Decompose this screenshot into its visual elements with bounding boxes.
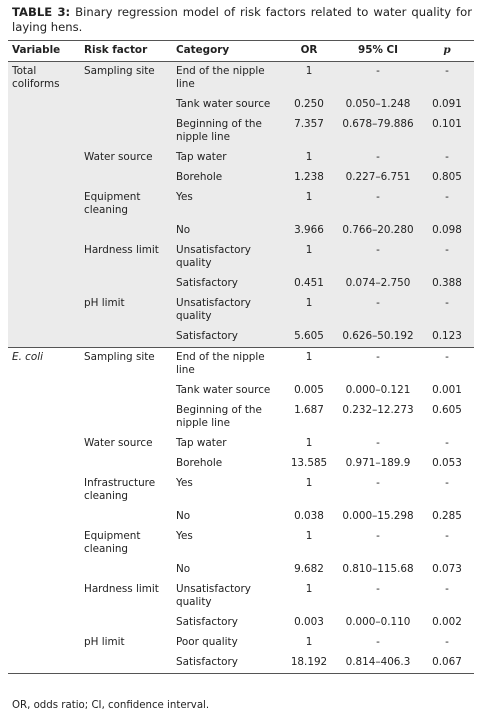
cell-ci: - (376, 530, 380, 542)
cell-ci: - (376, 636, 380, 648)
cell-p: 0.123 (420, 327, 474, 348)
cell-or: 1 (305, 636, 313, 648)
cell-variable (8, 274, 80, 294)
cell-risk-factor: Water source (84, 437, 153, 449)
cell-p: 0.053 (432, 457, 462, 469)
table-row (8, 241, 474, 274)
cell-category: Yes (176, 477, 193, 489)
cell-category: No (172, 221, 282, 241)
cell-p: - (445, 437, 449, 449)
cell-variable (8, 633, 80, 653)
cell-p: 0.073 (432, 563, 462, 575)
cell-variable (8, 527, 80, 560)
cell-category: Borehole (172, 168, 282, 188)
cell-variable (8, 381, 80, 401)
cell-or: 1 (282, 62, 336, 96)
cell-p: - (445, 530, 449, 542)
cell-variable (8, 401, 80, 434)
cell-or: 1 (305, 583, 313, 595)
table-body (8, 62, 474, 674)
caption-text: Binary regression model of risk factors related to water quality for laying hens. (12, 5, 472, 34)
cell-p: 0.805 (420, 168, 474, 188)
cell-risk-factor: Equipment cleaning (84, 530, 141, 555)
header-row (8, 41, 474, 62)
cell-risk-factor: Hardness limit (80, 241, 172, 274)
cell-category: Unsatisfactory quality (172, 294, 282, 327)
cell-or: 5.605 (282, 327, 336, 348)
cell-variable (8, 507, 80, 527)
table-row (8, 434, 474, 454)
cell-p: 0.605 (432, 404, 462, 416)
cell-p: 0.388 (420, 274, 474, 294)
cell-ci: 0.074–2.750 (336, 274, 420, 294)
cell-or: 0.250 (282, 95, 336, 115)
cell-risk-factor (80, 274, 172, 294)
cell-risk-factor: pH limit (84, 636, 125, 648)
cell-risk-factor (80, 115, 172, 148)
cell-risk-factor (80, 95, 172, 115)
table-row (8, 633, 474, 653)
cell-risk-factor (80, 454, 172, 474)
cell-category: Tank water source (176, 384, 271, 396)
cell-ci: 0.000–15.298 (342, 510, 414, 522)
cell-risk-factor (80, 613, 172, 633)
cell-category: Satisfactory (172, 653, 282, 674)
cell-category: End of the nipple line (172, 62, 282, 96)
cell-variable (8, 560, 80, 580)
cell-ci: 0.050–1.248 (336, 95, 420, 115)
cell-or: 1 (282, 348, 336, 382)
cell-or: 13.585 (290, 457, 328, 469)
table-row (8, 613, 474, 633)
cell-variable (8, 454, 80, 474)
cell-or: 18.192 (282, 653, 336, 674)
cell-category: No (176, 563, 191, 575)
header-p: p (420, 41, 474, 62)
cell-p: 0.098 (420, 221, 474, 241)
table-row (8, 95, 474, 115)
cell-category: End of the nipple line (172, 348, 282, 382)
cell-risk-factor: Sampling site (80, 62, 172, 96)
cell-variable (8, 474, 80, 507)
cell-ci: 0.814–406.3 (336, 653, 420, 674)
cell-or: 1 (282, 241, 336, 274)
caption-label: TABLE 3: (12, 5, 71, 19)
table-row (8, 580, 474, 613)
table-row (8, 474, 474, 507)
cell-risk-factor (80, 221, 172, 241)
cell-category: Poor quality (176, 636, 238, 648)
cell-or: 0.038 (294, 510, 324, 522)
table-row (8, 653, 474, 674)
cell-variable (8, 580, 80, 613)
cell-variable (8, 653, 80, 674)
table-footnote: OR, odds ratio; CI, confidence interval. (12, 700, 210, 711)
table-row (8, 348, 474, 382)
table-row (8, 188, 474, 221)
cell-p: 0.002 (432, 616, 462, 628)
cell-risk-factor: Equipment cleaning (80, 188, 172, 221)
cell-or: 1 (282, 294, 336, 327)
cell-ci: 0.000–0.110 (345, 616, 411, 628)
cell-risk-factor (80, 327, 172, 348)
table-row (8, 560, 474, 580)
cell-ci: 0.810–115.68 (342, 563, 414, 575)
cell-category: Tap water (172, 148, 282, 168)
cell-category: Beginning of the nipple line (176, 404, 262, 429)
cell-ci: - (336, 62, 420, 96)
cell-category: Satisfactory (176, 616, 238, 628)
cell-or: 1 (305, 530, 313, 542)
cell-p: 0.001 (432, 384, 462, 396)
cell-risk-factor (80, 168, 172, 188)
table-row (8, 381, 474, 401)
cell-risk-factor: Hardness limit (84, 583, 159, 595)
cell-or: 1 (305, 477, 313, 489)
table-row (8, 401, 474, 434)
cell-p: - (420, 348, 474, 382)
cell-category: Tank water source (172, 95, 282, 115)
cell-ci: 0.227–6.751 (336, 168, 420, 188)
header-risk-factor: Risk factor (80, 41, 172, 62)
cell-ci: - (336, 241, 420, 274)
cell-variable (8, 221, 80, 241)
table-row (8, 274, 474, 294)
cell-p: 0.067 (420, 653, 474, 674)
cell-ci: 0.766–20.280 (336, 221, 420, 241)
table-caption (12, 5, 472, 35)
table-row (8, 62, 474, 96)
cell-ci: 0.232–12.273 (342, 404, 414, 416)
cell-risk-factor (80, 401, 172, 434)
cell-p: - (420, 62, 474, 96)
cell-p: 0.101 (420, 115, 474, 148)
cell-category: Satisfactory (172, 327, 282, 348)
cell-variable (8, 115, 80, 148)
cell-risk-factor (80, 560, 172, 580)
cell-or: 9.682 (294, 563, 324, 575)
cell-variable (8, 168, 80, 188)
cell-ci: 0.626–50.192 (336, 327, 420, 348)
cell-category: Yes (176, 530, 193, 542)
cell-ci: - (336, 148, 420, 168)
header-category: Category (172, 41, 282, 62)
cell-p: 0.285 (432, 510, 462, 522)
table-row (8, 221, 474, 241)
cell-risk-factor: Sampling site (80, 348, 172, 382)
cell-variable (8, 434, 80, 454)
cell-ci: 0.678–79.886 (336, 115, 420, 148)
cell-variable (8, 613, 80, 633)
table-row (8, 168, 474, 188)
cell-risk-factor: Infrastructure cleaning (84, 477, 156, 502)
cell-variable (8, 294, 80, 327)
cell-risk-factor (80, 507, 172, 527)
cell-risk-factor (80, 381, 172, 401)
cell-category: Satisfactory (172, 274, 282, 294)
cell-category: Borehole (176, 457, 223, 469)
cell-or: 1.238 (282, 168, 336, 188)
cell-variable (8, 95, 80, 115)
cell-ci: - (376, 477, 380, 489)
table-row (8, 454, 474, 474)
cell-category: No (176, 510, 191, 522)
cell-variable (8, 241, 80, 274)
cell-ci: - (336, 348, 420, 382)
cell-variable: E. coli (8, 348, 80, 382)
cell-category: Yes (172, 188, 282, 221)
cell-p: - (420, 241, 474, 274)
cell-or: 1.687 (294, 404, 324, 416)
cell-ci: - (376, 437, 380, 449)
cell-ci: - (336, 188, 420, 221)
table-row (8, 327, 474, 348)
cell-p: - (445, 583, 449, 595)
header-variable: Variable (8, 41, 80, 62)
cell-ci: - (376, 583, 380, 595)
cell-or: 1 (305, 437, 313, 449)
header-or: OR (282, 41, 336, 62)
cell-p: - (445, 636, 449, 648)
cell-category: Beginning of the nipple line (172, 115, 282, 148)
cell-variable (8, 188, 80, 221)
cell-variable: Total coliforms (8, 62, 80, 96)
cell-or: 1 (282, 148, 336, 168)
cell-ci: 0.000–0.121 (345, 384, 411, 396)
cell-or: 0.451 (282, 274, 336, 294)
cell-ci: - (336, 294, 420, 327)
table-row (8, 294, 474, 327)
regression-table (8, 40, 474, 674)
cell-p: - (445, 477, 449, 489)
cell-ci: 0.971–189.9 (345, 457, 411, 469)
table-row (8, 115, 474, 148)
cell-risk-factor (80, 653, 172, 674)
cell-variable (8, 148, 80, 168)
cell-risk-factor: Water source (80, 148, 172, 168)
cell-or: 7.357 (282, 115, 336, 148)
cell-or: 0.005 (294, 384, 324, 396)
cell-or: 3.966 (282, 221, 336, 241)
table-row (8, 148, 474, 168)
cell-risk-factor: pH limit (80, 294, 172, 327)
cell-category: Unsatisfactory quality (176, 583, 251, 608)
cell-or: 0.003 (294, 616, 324, 628)
cell-category: Tap water (176, 437, 227, 449)
cell-p: - (420, 188, 474, 221)
cell-p: - (420, 294, 474, 327)
cell-p: - (420, 148, 474, 168)
cell-variable (8, 327, 80, 348)
cell-p: 0.091 (420, 95, 474, 115)
table-row (8, 507, 474, 527)
table-row (8, 527, 474, 560)
cell-or: 1 (282, 188, 336, 221)
header-ci: 95% CI (336, 41, 420, 62)
cell-category: Unsatisfactory quality (172, 241, 282, 274)
